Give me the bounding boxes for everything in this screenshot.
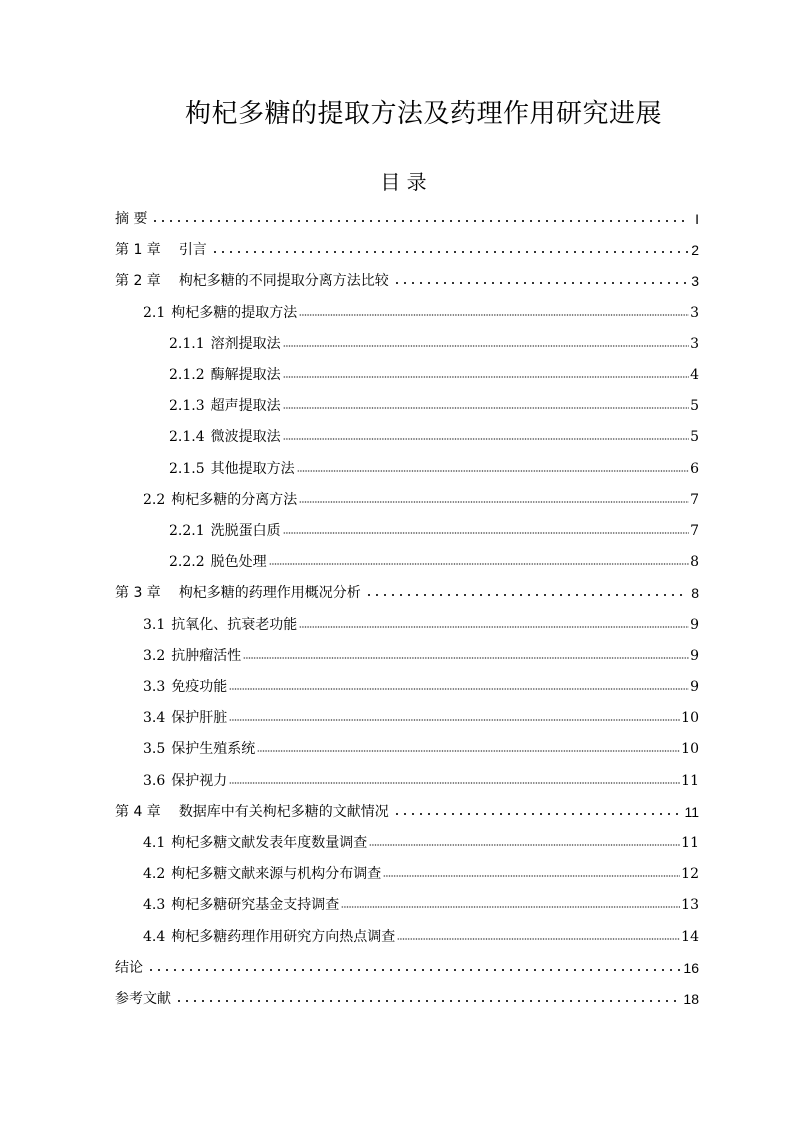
toc-entry-page: 9 [690,679,699,695]
toc-dot-leader [297,468,689,474]
toc-dot-leader [283,405,689,411]
toc-entry-text: 枸杞多糖的不同提取分离方法比较 [178,273,389,290]
toc-entry-page: 12 [681,866,699,883]
toc-dot-leader [397,936,680,942]
toc-entry[interactable] [115,953,699,977]
toc-entry-number: 3.4 [143,710,166,727]
toc-dot-leader [147,967,680,973]
toc-entry-number: 2.2.1 [169,523,205,539]
toc-entry-number: 2.2 [143,491,166,508]
toc-entry[interactable] [143,922,699,946]
toc-entry-text: 枸杞多糖的分离方法 [171,491,298,508]
toc-dot-leader [229,717,680,723]
toc-entry[interactable] [143,766,699,790]
toc-entry-number: 2.1.5 [169,460,205,477]
toc-entry-label [115,990,171,1008]
toc-entry-text: 溶剂提取法 [210,335,281,352]
toc-entry[interactable] [143,734,699,758]
toc-entry-label [115,210,147,228]
toc-entry-label [115,959,143,977]
toc-entry-number: 4.2 [143,866,166,883]
toc-entry-page: 7 [690,491,699,508]
toc-entry-label [143,865,381,883]
toc-entry-page: 6 [690,460,699,477]
toc-entry-text: 抗氧化、抗衰老功能 [171,616,298,633]
toc-entry-number: 第 3 章 [115,585,161,602]
toc-dot-leader [269,561,689,567]
toc-entry-page: 5 [690,429,699,446]
toc-entry-page: 11 [681,772,699,789]
toc-entry-text: 引言 [178,242,207,259]
toc-entry[interactable] [169,547,699,571]
toc-entry-text: 保护肝脏 [171,710,228,727]
toc-dot-leader [299,312,689,318]
toc-entry-label [143,928,395,946]
toc-dot-leader [283,530,689,536]
toc-entry[interactable] [143,485,699,509]
toc-entry-text: 其他提取方法 [210,460,295,477]
toc-dot-leader [393,811,682,817]
toc-entry-number: 3.6 [143,772,166,789]
toc-entry[interactable] [143,298,699,322]
toc-entry-text: 枸杞多糖文献来源与机构分布调查 [171,866,382,883]
toc-dot-leader [365,592,688,598]
toc-entry-label [169,397,281,415]
toc-entry-text: 洗脱蛋白质 [210,523,281,539]
toc-entry-page: 10 [681,741,699,758]
toc-entry[interactable] [169,422,699,446]
toc-entry-text: 枸杞多糖药理作用研究方向热点调查 [171,928,396,945]
toc-entry-number: 4.4 [143,928,166,945]
toc-entry-number: 4.3 [143,897,166,914]
toc-entry-label [115,803,389,821]
toc-entry[interactable] [115,266,699,290]
toc-entry[interactable] [115,797,699,821]
toc-entry-number: 4.1 [143,835,166,851]
toc-entry-page: 8 [690,554,699,571]
toc-entry-text: 枸杞多糖文献发表年度数量调查 [171,835,368,851]
toc-entry-label [169,460,295,478]
toc-entry[interactable] [169,360,699,384]
toc-entry-page: 3 [690,304,699,321]
toc-entry-label [169,522,281,540]
toc-entry-number: 第 1 章 [115,242,161,259]
toc-entry-number: 2.1.4 [169,429,205,446]
toc-entry-number: 3.1 [143,616,166,633]
toc-entry-label [143,647,241,665]
toc-entry-number: 3.2 [143,647,166,664]
toc-entry-label [115,584,361,602]
toc-entry-label [143,709,227,727]
toc-entry-page: 7 [690,523,699,539]
toc-entry-label [143,616,297,634]
toc-dot-leader [393,280,688,286]
toc-dot-leader [175,998,680,1004]
toc-dot-leader [299,624,689,630]
toc-entry-text: 超声提取法 [210,398,281,415]
toc-dot-leader [243,655,689,661]
toc-entry-page: 16 [683,959,699,976]
toc-entry-text: 酶解提取法 [210,367,281,383]
toc-dot-leader [283,436,689,442]
toc-entry-page: 10 [681,710,699,727]
toc-entry-label [169,428,281,446]
toc-entry[interactable] [143,672,699,696]
toc-entry-label [143,896,339,914]
toc-dot-leader [151,218,688,224]
toc-entry-text: 保护视力 [171,772,228,789]
toc-entry-text: 枸杞多糖研究基金支持调查 [171,897,340,914]
toc-entry-number: 第 2 章 [115,273,161,290]
toc-dot-leader [283,374,689,380]
toc-entry[interactable] [143,610,699,634]
toc-entry-label [143,740,255,758]
toc-entry-label [143,772,227,790]
toc-entry-text: 枸杞多糖的药理作用概况分析 [178,585,361,602]
toc-entry-number: 3.3 [143,679,166,695]
toc-entry-label [143,491,297,509]
toc-entry-label [115,272,389,290]
toc-entry-text: 参考文献 [115,991,171,1007]
toc-entry-page: 8 [691,585,699,602]
toc-entry-page: 13 [681,897,699,914]
toc-entry[interactable] [169,516,699,540]
toc-entry[interactable] [143,890,699,914]
toc-entry-label [115,241,207,259]
toc-entry-text: 脱色处理 [210,554,267,571]
toc-entry[interactable] [115,204,699,228]
toc-entry[interactable] [169,391,699,415]
toc-entry[interactable] [143,641,699,665]
toc-entry[interactable] [143,859,699,883]
toc-entry-page: I [695,211,699,227]
toc-dot-leader [211,249,688,255]
toc-entry-number: 2.1.1 [169,335,205,352]
toc-entry-page: 9 [690,616,699,633]
toc-entry-page: 5 [690,398,699,415]
toc-entry-text: 数据库中有关枸杞多糖的文献情况 [178,803,389,820]
toc-entry-label [143,678,227,696]
toc-entry-page: 9 [690,647,699,664]
toc-entry[interactable] [143,703,699,727]
toc-entry-label [169,553,267,571]
toc-entry-page: 3 [690,335,699,352]
toc-entry-text: 枸杞多糖的提取方法 [171,304,298,321]
toc-entry[interactable] [115,984,699,1008]
toc-entry-text: 保护生殖系统 [171,741,256,758]
toc-entry-number: 第 4 章 [115,803,161,820]
toc-entry[interactable] [115,578,699,602]
toc-entry-page: 3 [691,273,699,290]
toc-entry-label [143,304,297,322]
toc-entry-page: 11 [681,835,699,851]
toc-entry-label [143,834,367,852]
toc-entry-text: 摘 要 [115,211,148,227]
toc-entry-number: 3.5 [143,741,166,758]
toc-entry-page: 4 [690,367,699,383]
toc-entry-number: 2.2.2 [169,554,205,571]
toc-entry[interactable] [115,235,699,259]
toc-dot-leader [257,748,680,754]
toc-heading: 目 录 [380,170,427,194]
toc-entry-number: 2.1 [143,304,166,321]
toc-entry-label [169,335,281,353]
toc-entry-page: 2 [691,242,699,259]
toc-dot-leader [299,499,689,505]
toc-dot-leader [283,343,689,349]
toc-entry[interactable] [169,454,699,478]
toc-entry-number: 2.1.2 [169,367,205,383]
document-title: 枸杞多糖的提取方法及药理作用研究进展 [184,99,662,129]
toc-dot-leader [229,686,689,692]
toc-entry-text: 抗肿瘤活性 [171,647,242,664]
toc-dot-leader [229,780,680,786]
toc-entry-page: 11 [684,803,699,820]
toc-entry[interactable] [169,329,699,353]
toc-entry-text: 免疫功能 [171,679,228,695]
toc-entry-text: 微波提取法 [210,429,281,446]
toc-entry-label [169,366,281,384]
toc-entry-number: 2.1.3 [169,398,205,415]
toc-entry-page: 14 [681,928,699,945]
toc-dot-leader [341,904,680,910]
toc-dot-leader [383,873,680,879]
toc-entry[interactable] [143,828,699,852]
toc-entry-page: 18 [683,991,699,1007]
toc-dot-leader [369,842,680,848]
toc-entry-text: 结论 [115,959,143,976]
